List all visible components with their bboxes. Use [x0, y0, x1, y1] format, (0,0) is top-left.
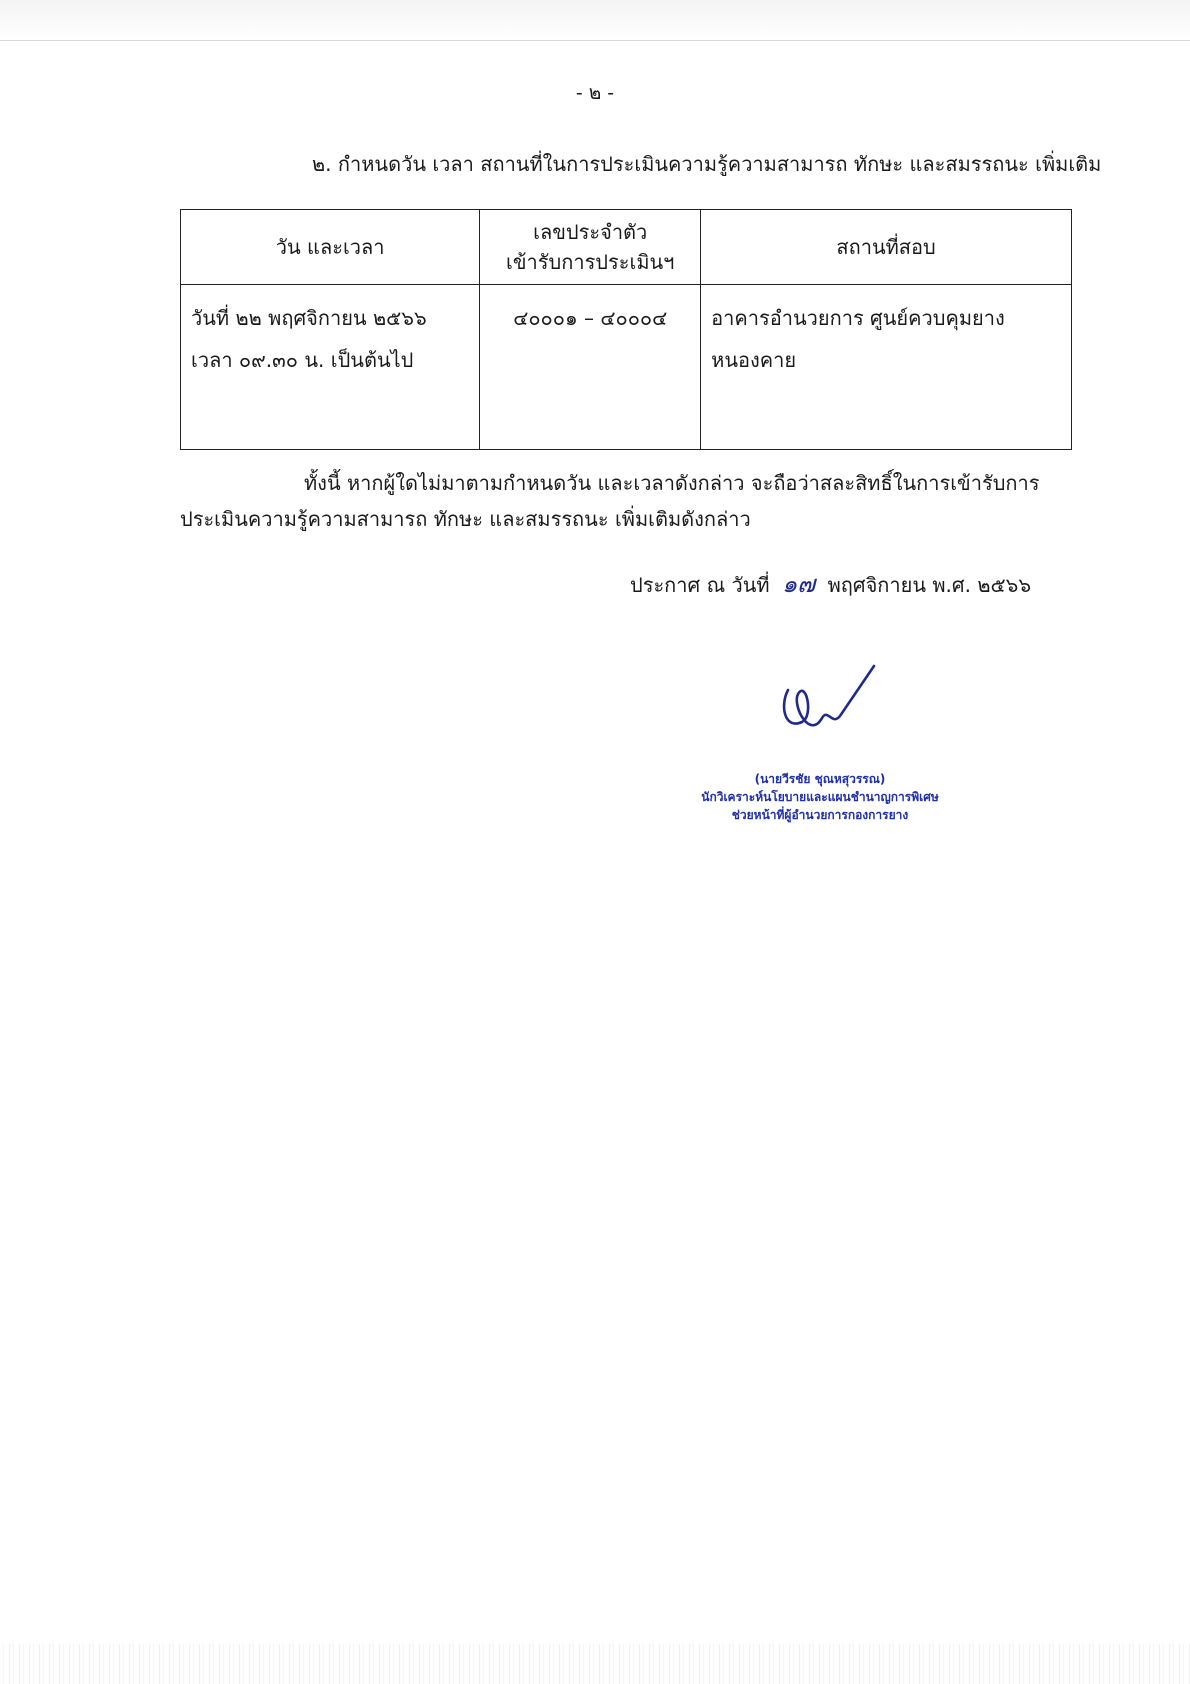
table-row	[181, 285, 1072, 450]
id-range: ๔๐๐๐๑ – ๔๐๐๐๔	[513, 306, 668, 330]
table-header-row	[181, 210, 1072, 285]
announce-prefix: ประกาศ ณ วันที่	[630, 573, 770, 597]
handwritten-signature	[770, 660, 890, 750]
venue-line2: หนองคาย	[711, 348, 797, 372]
announcement-date	[630, 564, 1031, 603]
scan-bottom-noise	[0, 1644, 1190, 1684]
exam-schedule-table	[180, 209, 1072, 450]
header-id-line1: เลขประจำตัว	[533, 220, 648, 244]
page-number: - ๒ -	[575, 82, 615, 104]
forfeit-paragraph: ทั้งนี้ หากผู้ใดไม่มาตามกำหนดวัน และเวลาดังกล่าว จะถือว่าสละสิทธิ์ในการเข้ารับการประเมินความรู้ความสามารถ ทักษะ และสมรรถนะ เพิ่มเติมดังกล่าว	[180, 471, 1040, 531]
date-line: วันที่ ๒๒ พฤศจิกายน ๒๕๖๖	[191, 306, 427, 330]
signatory-acting: ช่วยหน้าที่ผู้อำนวยการกองการยาง	[731, 808, 909, 822]
time-line: เวลา ๐๙.๓๐ น. เป็นต้นไป	[191, 348, 414, 372]
section-heading: ๒. กำหนดวัน เวลา สถานที่ในการประเมินความรู้ความสามารถ ทักษะ และสมรรถนะ เพิ่มเติม	[312, 152, 1102, 176]
signatory-name: (นายวีรชัย ชุณหสุวรรณ)	[754, 772, 886, 786]
header-candidate-id	[480, 210, 701, 285]
header-id-line2: เข้ารับการประเมินฯ	[506, 250, 675, 274]
header-date-time: วัน และเวลา	[181, 210, 480, 285]
announce-day: ๑๗	[781, 570, 816, 598]
signatory-stamp	[690, 770, 950, 824]
venue-line1: อาคารอำนวยการ ศูนย์ควบคุมยาง	[711, 306, 1005, 330]
signatory-position: นักวิเคราะห์นโยบายและแผนชำนาญการพิเศษ	[701, 790, 939, 804]
cell-venue	[701, 285, 1072, 450]
cell-id-range	[480, 285, 701, 450]
header-venue: สถานที่สอบ	[701, 210, 1072, 285]
cell-date-time	[181, 285, 480, 450]
scan-top-edge	[0, 0, 1190, 41]
announce-month-year: พฤศจิกายน พ.ศ. ๒๕๖๖	[827, 573, 1032, 597]
